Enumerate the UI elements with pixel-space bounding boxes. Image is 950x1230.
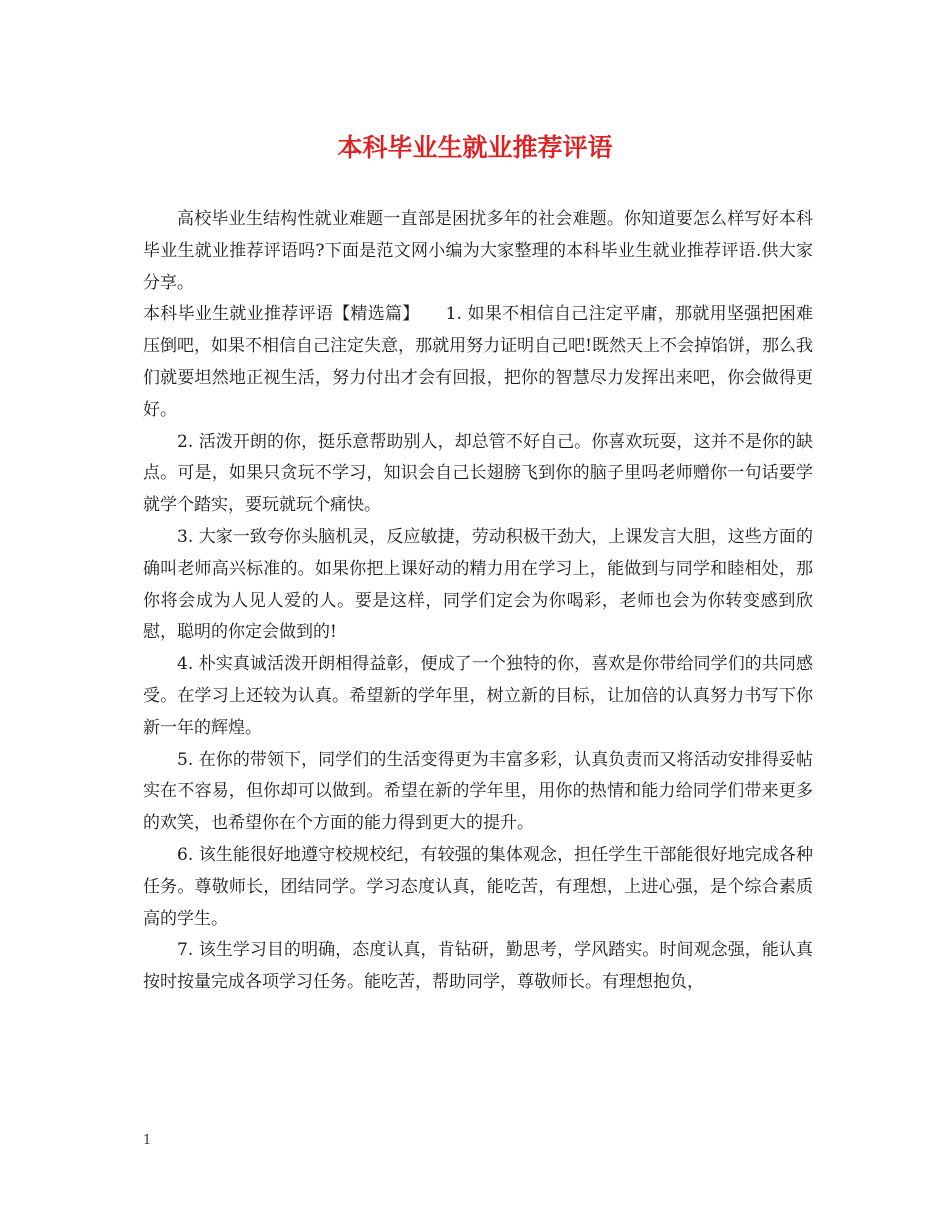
document-title: 本科毕业生就业推荐评语	[337, 133, 613, 162]
page-number: 1	[143, 1133, 152, 1148]
section-heading-paragraph: 本科毕业生就业推荐评语【精选篇】 1. 如果不相信自己注定平庸，那就用坚强把困难压倒吧，如果不相信自己注定失意，那就用努力证明自己吧!既然天上不会掉馅饼，那么我们就要坦然地正视生活，努力付出才会有回报，把你的智慧尽力发挥出来吧，你会做得更好。	[143, 304, 813, 420]
comment-paragraph-4: 4. 朴实真诚活泼开朗相得益彰，便成了一个独特的你，喜欢是你带给同学们的共同感受。在学习上还较为认真。希望新的学年里，树立新的目标，让加倍的认真努力书写下你新一年的辉煌。	[143, 654, 813, 738]
document-body	[143, 204, 813, 999]
comment-paragraph-5: 5. 在你的带领下，同学们的生活变得更为丰富多彩，认真负责而又将活动安排得妥帖实在不容易，但你却可以做到。希望在新的学年里，用你的热情和能力给同学们带来更多的欢笑，也希望你在个方面的能力得到更大的提升。	[143, 749, 813, 834]
comment-paragraph-7: 7. 该生学习目的明确，态度认真，肯钻研，勤思考，学风踏实。时间观念强，能认真按时按量完成各项学习任务。能吃苦，帮助同学，尊敬师长。有理想抱负，	[143, 940, 813, 993]
comment-paragraph-2: 2. 活泼开朗的你，挺乐意帮助别人，却总管不好自己。你喜欢玩耍，这并不是你的缺点。可是，如果只贪玩不学习，知识会自己长翅膀飞到你的脑子里吗老师赠你一句话要学就学个踏实，要玩就玩个痛快。	[143, 431, 813, 516]
comment-paragraph-3: 3. 大家一致夸你头脑机灵，反应敏捷，劳动积极干劲大，上课发言大胆，这些方面的确叫老师高兴标准的。如果你把上课好动的精力用在学习上，能做到与同学和睦相处，那你将会成为人见人爱的人。要是这样，同学们定会为你喝彩，老师也会为你转变感到欣慰，聪明的你定会做到的!	[143, 526, 813, 643]
comment-paragraph-6: 6. 该生能很好地遵守校规校纪，有较强的集体观念，担任学生干部能很好地完成各种任务。尊敬师长，团结同学。学习态度认真，能吃苦，有理想，上进心强，是个综合素质高的学生。	[143, 844, 813, 929]
intro-paragraph: 高校毕业生结构性就业难题一直部是困扰多年的社会难题。你知道要怎么样写好本科毕业生就业推荐评语吗?下面是范文网小编为大家整理的本科毕业生就业推荐评语.供大家分享。	[143, 209, 813, 293]
